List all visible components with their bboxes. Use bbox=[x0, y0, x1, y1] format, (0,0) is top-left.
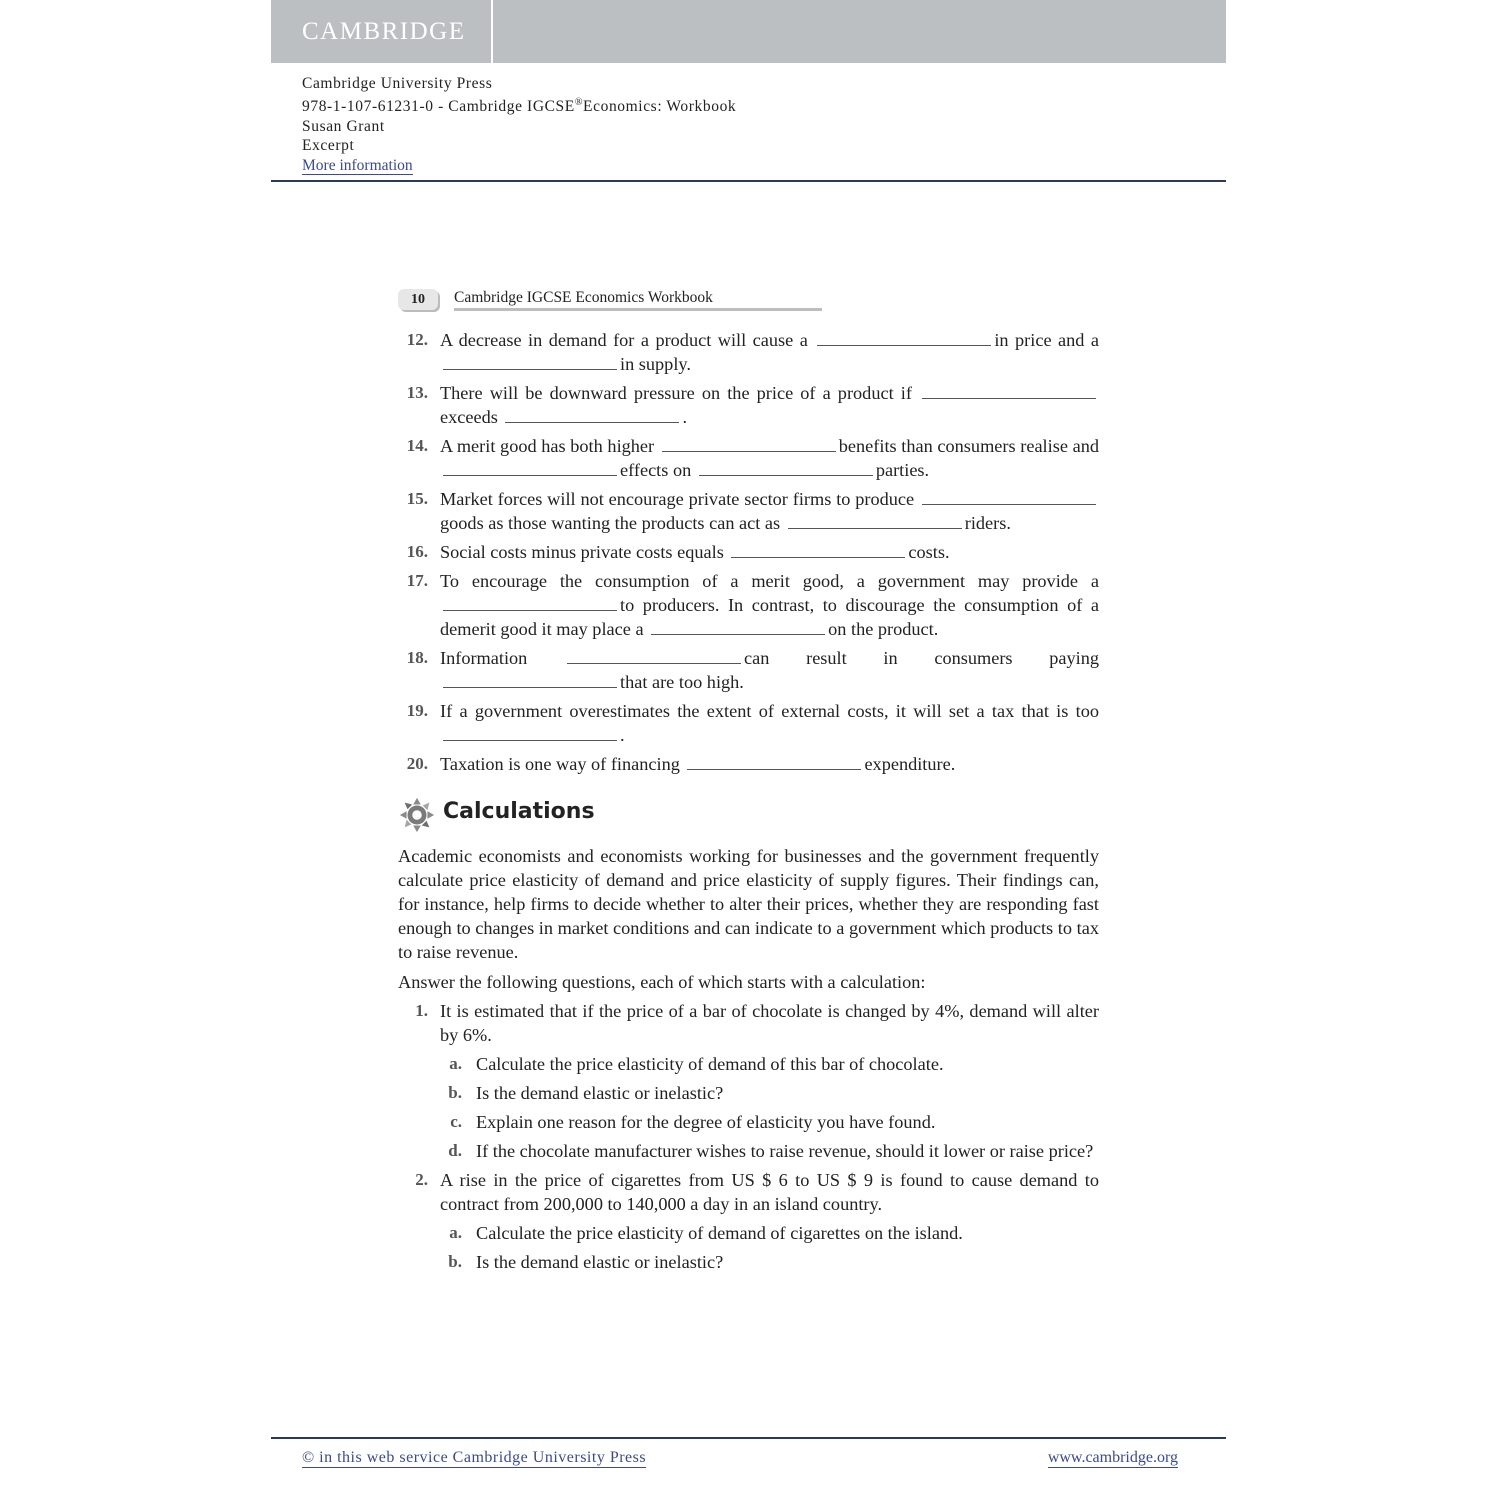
sub-question bbox=[398, 1081, 1099, 1105]
sub-question-text: Calculate the price elasticity of demand of this bar of chocolate. bbox=[476, 1054, 944, 1074]
fill-in-questions bbox=[398, 328, 1099, 776]
answer-blank[interactable] bbox=[687, 755, 861, 770]
book-metadata bbox=[302, 74, 736, 175]
question-number: 20. bbox=[406, 754, 428, 773]
calculation-item bbox=[398, 999, 1099, 1047]
question-fragment: on the product. bbox=[828, 619, 939, 639]
question-fragment: in supply. bbox=[620, 354, 691, 374]
sub-question bbox=[398, 1052, 1099, 1076]
main-content bbox=[398, 328, 1099, 1279]
question-item bbox=[398, 434, 1099, 482]
more-information-link[interactable]: More information bbox=[302, 156, 413, 174]
question-fragment: . bbox=[682, 407, 688, 427]
sub-question-letter: c. bbox=[450, 1112, 462, 1131]
answer-blank[interactable] bbox=[662, 437, 836, 452]
question-item bbox=[398, 699, 1099, 747]
publisher: Cambridge University Press bbox=[302, 75, 493, 92]
question-item bbox=[398, 646, 1099, 694]
question-text bbox=[440, 571, 1099, 639]
calculation-number: 2. bbox=[415, 1170, 428, 1189]
question-item bbox=[398, 752, 1099, 776]
answer-blank[interactable] bbox=[699, 461, 873, 476]
question-text bbox=[440, 542, 950, 562]
sub-question-text: Is the demand elastic or inelastic? bbox=[476, 1083, 724, 1103]
question-fragment: . bbox=[620, 725, 625, 745]
page-number: 10 bbox=[398, 289, 438, 310]
sub-question bbox=[398, 1221, 1099, 1245]
answer-blank[interactable] bbox=[443, 461, 617, 476]
question-text bbox=[440, 330, 1099, 374]
answer-blank[interactable] bbox=[443, 673, 617, 688]
answer-blank[interactable] bbox=[731, 543, 905, 558]
question-fragment: goods as those wanting the products can act as bbox=[440, 513, 785, 533]
answer-blank[interactable] bbox=[922, 384, 1096, 399]
question-number: 14. bbox=[406, 436, 428, 455]
question-number: 13. bbox=[406, 383, 428, 402]
calculation-text: It is estimated that if the price of a bar of chocolate is changed by 4%, demand will alter by 6%. bbox=[440, 1001, 1099, 1045]
instruction-paragraph: Answer the following questions, each of which starts with a calculation: bbox=[398, 972, 926, 992]
answer-blank[interactable] bbox=[651, 620, 825, 635]
question-text bbox=[440, 489, 1099, 533]
sub-question-text: If the chocolate manufacturer wishes to raise revenue, should it lower or raise price? bbox=[476, 1141, 1094, 1161]
sub-question bbox=[398, 1139, 1099, 1163]
question-fragment: costs. bbox=[908, 542, 950, 562]
question-fragment: parties. bbox=[875, 460, 930, 480]
question-text bbox=[440, 648, 1099, 692]
sub-question-letter: a. bbox=[449, 1054, 462, 1073]
question-fragment: Information bbox=[440, 648, 565, 668]
header-banner bbox=[271, 0, 1226, 63]
question-number: 19. bbox=[406, 701, 428, 720]
sub-question-letter: b. bbox=[448, 1252, 462, 1271]
calculation-text: A rise in the price of cigarettes from US $ 6 to US $ 9 is found to cause demand to contract from 200,000 to 140,000 a day in an island country. bbox=[440, 1170, 1099, 1214]
author: Susan Grant bbox=[302, 117, 385, 135]
cambridge-logo: CAMBRIDGE bbox=[302, 18, 466, 45]
answer-blank[interactable] bbox=[567, 649, 741, 664]
question-number: 17. bbox=[406, 571, 428, 590]
question-fragment: can result in consumers paying bbox=[744, 648, 1099, 668]
excerpt-label: Excerpt bbox=[302, 137, 355, 155]
sub-question-letter: d. bbox=[448, 1141, 462, 1160]
question-item bbox=[398, 487, 1099, 535]
page bbox=[271, 0, 1226, 1498]
calculation-number: 1. bbox=[415, 1001, 428, 1020]
question-text bbox=[440, 436, 1099, 480]
question-fragment: A decrease in demand for a product will cause a bbox=[440, 330, 815, 350]
question-item bbox=[398, 328, 1099, 376]
header-rule bbox=[271, 180, 1226, 182]
running-head-rule bbox=[454, 308, 822, 311]
answer-blank[interactable] bbox=[443, 726, 617, 741]
answer-blank[interactable] bbox=[443, 355, 617, 370]
sub-question-text: Is the demand elastic or inelastic? bbox=[476, 1252, 724, 1272]
question-fragment: To encourage the consumption of a merit good, a government may provide a bbox=[440, 571, 1099, 591]
answer-blank[interactable] bbox=[817, 331, 991, 346]
question-fragment: exceeds bbox=[440, 407, 503, 427]
footer-rule bbox=[271, 1437, 1226, 1439]
answer-blank[interactable] bbox=[443, 596, 617, 611]
sub-question bbox=[398, 1250, 1099, 1274]
question-item bbox=[398, 540, 1099, 564]
section-title: Calculations bbox=[443, 799, 595, 824]
intro-paragraph: Academic economists and economists working for businesses and the government frequently calculate price elasticity of demand and price elasticity of supply figures. Their findings can, for instance, help firms to decide whether to alter their prices, whether they are responding fast enough to changes in market conditions and can indicate to a government which products to tax to raise revenue. bbox=[398, 846, 1099, 962]
question-fragment: There will be downward pressure on the price of a product if bbox=[440, 383, 919, 403]
calculations-heading bbox=[398, 796, 1099, 834]
question-fragment: to producers. In contrast, to discourage the consumption of a demerit good it may place a bbox=[440, 595, 1099, 639]
answer-blank[interactable] bbox=[788, 514, 962, 529]
isbn-title: 978-1-107-61231-0 - Cambridge IGCSE®Economics: Workbook bbox=[302, 97, 737, 116]
calculation-item bbox=[398, 1168, 1099, 1216]
question-text bbox=[440, 383, 1099, 427]
question-fragment: expenditure. bbox=[864, 754, 956, 774]
question-fragment: riders. bbox=[964, 513, 1011, 533]
question-text bbox=[440, 701, 1099, 745]
sub-question-text: Calculate the price elasticity of demand of cigarettes on the island. bbox=[476, 1223, 963, 1243]
answer-blank[interactable] bbox=[505, 408, 679, 423]
question-fragment: Taxation is one way of financing bbox=[440, 754, 685, 774]
question-fragment: in price and a bbox=[994, 330, 1100, 350]
question-item bbox=[398, 569, 1099, 641]
question-number: 15. bbox=[406, 489, 428, 508]
copyright-link[interactable]: © in this web service Cambridge University Press bbox=[302, 1449, 647, 1466]
sub-question-text: Explain one reason for the degree of elasticity you have found. bbox=[476, 1112, 936, 1132]
question-fragment: that are too high. bbox=[620, 672, 744, 692]
question-text bbox=[440, 754, 955, 774]
answer-blank[interactable] bbox=[922, 490, 1096, 505]
running-head-title: Cambridge IGCSE Economics Workbook bbox=[454, 289, 713, 306]
website-link[interactable]: www.cambridge.org bbox=[1047, 1449, 1178, 1466]
question-fragment: benefits than consumers realise and bbox=[838, 436, 1099, 456]
question-number: 16. bbox=[406, 542, 428, 561]
calculation-questions bbox=[398, 999, 1099, 1274]
question-fragment: effects on bbox=[620, 460, 696, 480]
banner-divider bbox=[491, 0, 493, 63]
gear-icon bbox=[398, 796, 436, 834]
question-fragment: A merit good has both higher bbox=[440, 436, 659, 456]
question-fragment: Social costs minus private costs equals bbox=[440, 542, 729, 562]
sub-question-letter: b. bbox=[448, 1083, 462, 1102]
question-fragment: If a government overestimates the extent of external costs, it will set a tax that is too bbox=[440, 701, 1099, 721]
question-fragment: Market forces will not encourage private sector firms to produce bbox=[440, 489, 919, 509]
question-item bbox=[398, 381, 1099, 429]
question-number: 18. bbox=[406, 648, 428, 667]
sub-question-letter: a. bbox=[449, 1223, 462, 1242]
sub-question bbox=[398, 1110, 1099, 1134]
question-number: 12. bbox=[406, 330, 428, 349]
